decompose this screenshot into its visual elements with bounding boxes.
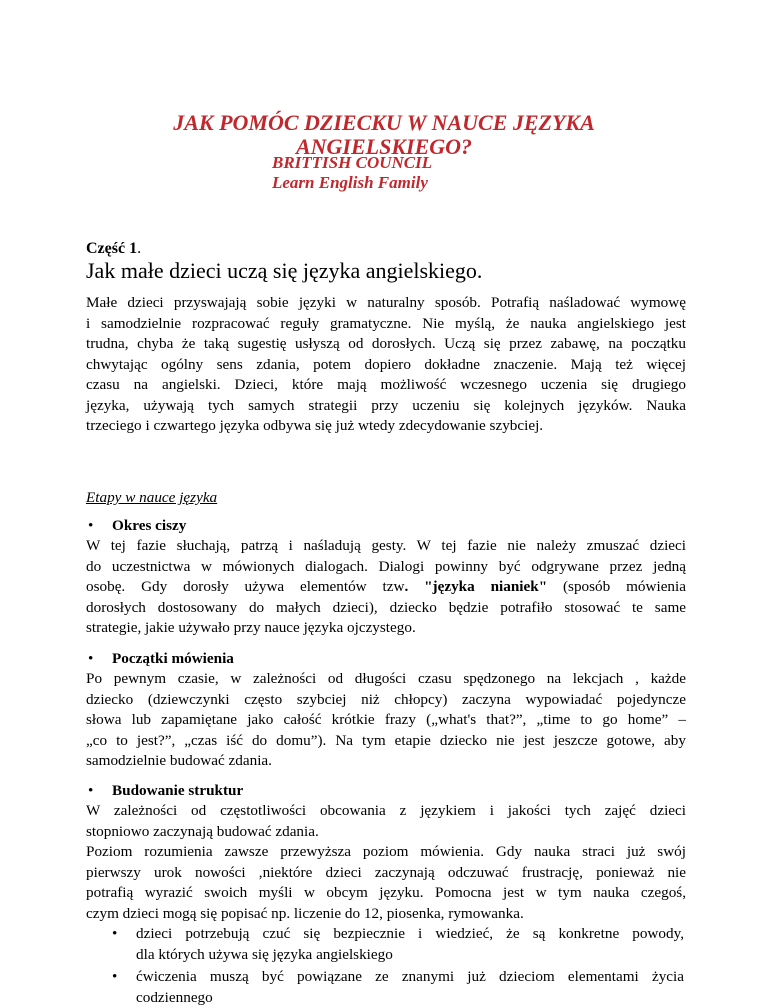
paragraph-line [86,577,686,598]
intro-line: chwytając ogólny sens zdania, potem dopiero dokładne znaczenie. Mają też więcej [86,355,686,376]
paragraph-line: do uczestnictwa w mówionych dialogach. Dialogi powinny być odgrywane przez jedną [86,557,686,578]
bullet-icon: • [88,649,93,669]
stage-2-title [112,649,234,669]
paragraph-line: stopniowo zaczynają budować zdania. [86,822,686,843]
stage-2-title-text: Początki mówienia [112,650,234,667]
bold-term: . "języka nianiek" [404,578,547,595]
stage-3-title-text: Budowanie struktur [112,782,243,799]
document-title-line-2: ANGIELSKIEGO? [0,134,768,160]
paragraph-line: pierwszy urok nowości ,niektóre dzieci zaczynają odczuwać frustrację, ponieważ nie [86,863,686,884]
bullet-icon: • [112,967,117,988]
paragraph-line: W zależności od częstotliwości obcowania z językiem i jakości tych zajęć dzieci [86,801,686,822]
list-item [136,967,684,1008]
part-dot: . [137,240,141,257]
part-number: Część 1 [86,240,137,257]
paragraph-line: W tej fazie słuchają, patrzą i naśladują gesty. W tej fazie nie należy zmuszać dzieci [86,536,686,557]
intro-line: czasu na angielski. Dzieci, które mają możliwość wczesnego uczenia się drugiego [86,375,686,396]
intro-line: trudna, chyba że taką sugestię usłyszą od dorosłych. Uczą się przez zabawę, na początku [86,334,686,355]
list-item-line: dla których używa się języka angielskiego [136,945,684,966]
list-item [136,924,684,965]
list-item-line: dzieci potrzebują czuć się bezpiecznie i wiedzieć, że są konkretne powody, [136,924,684,945]
list-item-line: codziennego [136,988,684,1008]
text-run: (sposób mówienia [547,578,686,595]
paragraph-line: dorosłych dostosowany do małych dzieci), dziecko będzie potrafiło stosować te same [86,598,686,619]
intro-line: Małe dzieci przyswajają sobie języki w naturalny sposób. Potrafią naśladować wymowę [86,293,686,314]
bullet-icon: • [112,924,117,945]
stage-1-paragraph [86,536,686,639]
intro-line: i samodzielnie rozpracować reguły gramatyczne. Nie myślą, że nauka angielskiego jest [86,314,686,335]
stage-3-title [112,781,243,801]
paragraph-line: „co to jest?”, „czas iść do domu”). Na tym etapie dziecko nie jest jeszcze gotowe, aby [86,731,686,752]
paragraph-line: słowa lub zapamiętane jako całość krótkie frazy („what's that?”, „time to go home” – [86,710,686,731]
bullet-icon: • [88,516,93,536]
section-heading: Jak małe dzieci uczą się języka angielskiego. [86,257,686,285]
paragraph-line: strategie, jakie używało przy nauce języka ojczystego. [86,618,686,639]
stage-2-paragraph [86,669,686,772]
stage-3-paragraph [86,801,686,924]
stage-1-title [112,516,186,536]
paragraph-line: samodzielnie budować zdania. [86,751,686,772]
paragraph-line: czym dzieci mogą się popisać np. liczenie do 12, piosenka, rymowanka. [86,904,686,925]
paragraph-line: Poziom rozumienia zawsze przewyższa poziom mówienia. Gdy nauka straci już swój [86,842,686,863]
stages-subheading: Etapy w nauce języka [86,488,686,509]
bullet-icon: • [88,781,93,801]
stage-1-title-text: Okres ciszy [112,517,186,534]
paragraph-line: dziecko (dziewczynki często szybciej niż chłopcy) zaczyna wypowiadać pojedyncze [86,690,686,711]
organization-name: BRITTISH COUNCIL [272,152,432,174]
paragraph-line: Po pewnym czasie, w zależności od długości czasu spędzonego na lekcjach , każde [86,669,686,690]
intro-line: trzeciego i czwartego języka odbywa się już wtedy zdecydowanie szybciej. [86,416,686,437]
intro-line: języka, używają tych samych strategii przy uczeniu się kolejnych języków. Nauka [86,396,686,417]
program-name: Learn English Family [272,172,428,194]
intro-paragraph [86,293,686,437]
paragraph-line: potrafią wyrazić swoich myśli w obcym języku. Pomocna jest w tym nauka czegoś, [86,883,686,904]
document-title-line-1: JAK POMÓC DZIECKU W NAUCE JĘZYKA [0,110,768,136]
list-item-line: ćwiczenia muszą być powiązane ze znanymi już dzieciom elementami życia [136,967,684,988]
text-run: osobę. Gdy dorosły używa elementów tzw [86,578,404,595]
